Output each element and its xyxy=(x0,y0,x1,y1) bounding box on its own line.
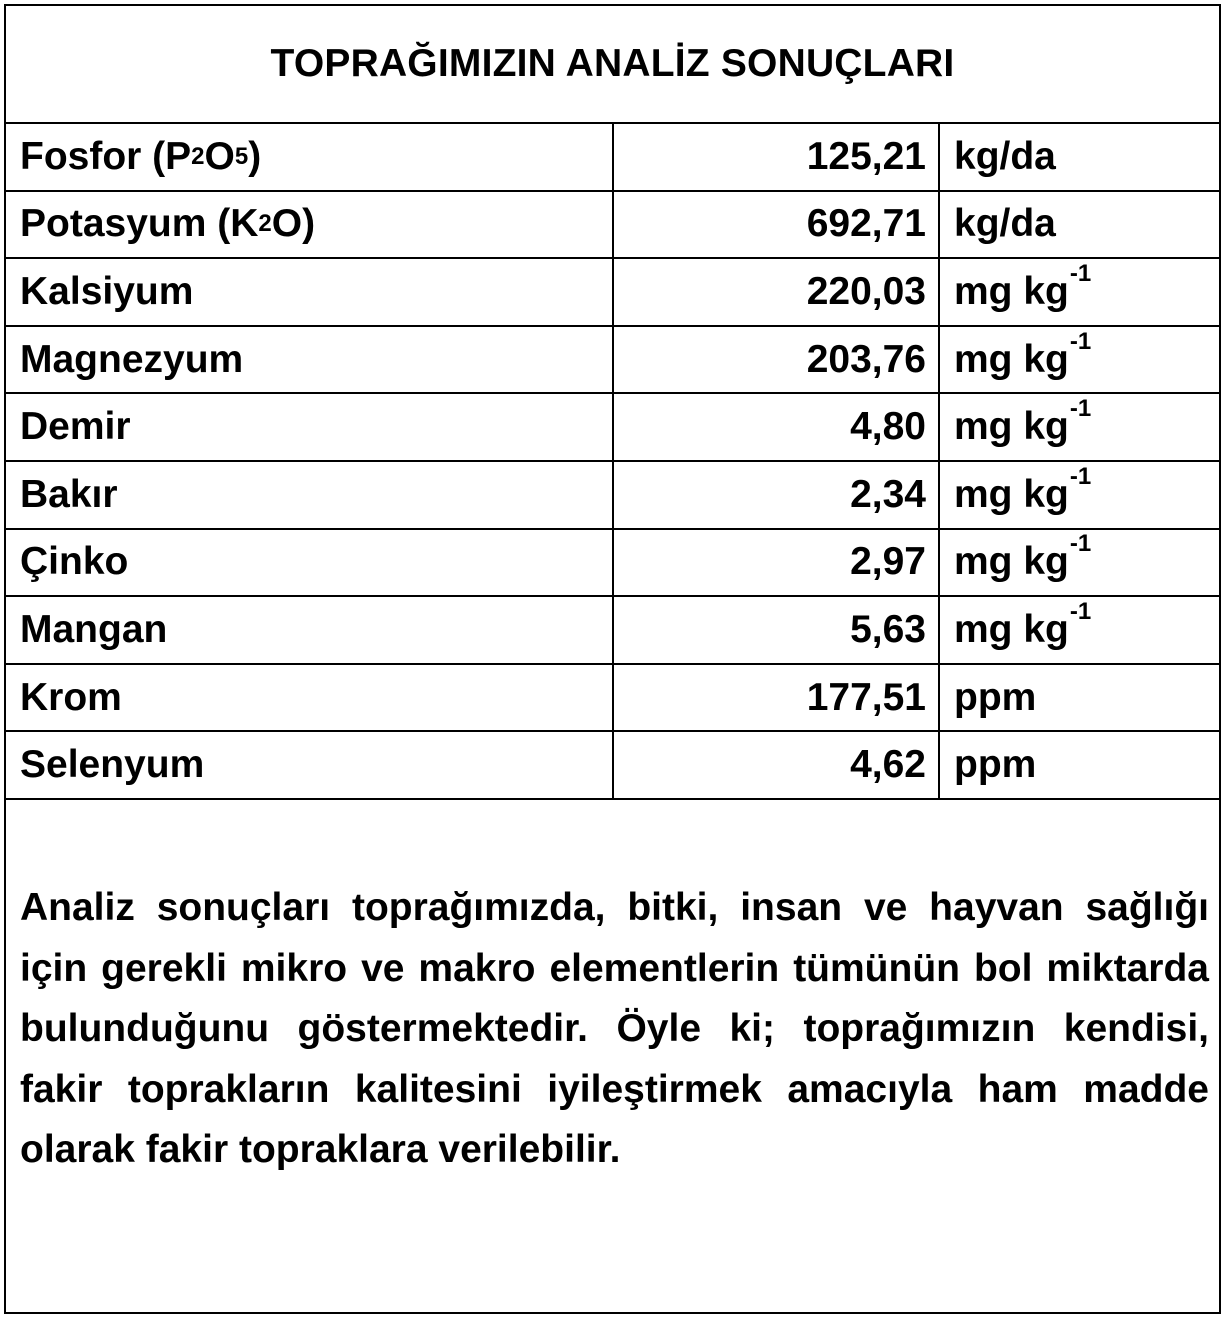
element-unit xyxy=(940,732,1219,798)
unit-text: mg kg xyxy=(954,472,1069,516)
element-name: Magnezyum xyxy=(6,327,614,393)
unit-text: kg/da xyxy=(954,134,1056,178)
element-unit xyxy=(940,124,1219,190)
table-row xyxy=(6,462,1219,530)
analysis-table xyxy=(6,124,1219,800)
table-row xyxy=(6,124,1219,192)
element-name: Krom xyxy=(6,665,614,731)
table-row xyxy=(6,394,1219,462)
element-value: 203,76 xyxy=(614,327,940,393)
table-row xyxy=(6,597,1219,665)
element-value: 125,21 xyxy=(614,124,940,190)
element-value: 177,51 xyxy=(614,665,940,731)
unit-text: ppm xyxy=(954,743,1037,787)
element-value: 692,71 xyxy=(614,192,940,258)
table-row xyxy=(6,327,1219,395)
page-title: TOPRAĞIMIZIN ANALİZ SONUÇLARI xyxy=(6,6,1219,124)
element-value: 4,62 xyxy=(614,732,940,798)
element-name: Selenyum xyxy=(6,732,614,798)
element-name-text: O) xyxy=(271,202,316,246)
element-unit xyxy=(940,462,1219,528)
element-name: Demir xyxy=(6,394,614,460)
element-value: 2,34 xyxy=(614,462,940,528)
element-unit xyxy=(940,530,1219,596)
element-name: Fosfor (P 2 O 5 ) xyxy=(6,124,614,190)
table-row xyxy=(6,530,1219,598)
element-name-text: Fosfor (P xyxy=(20,134,192,178)
unit-exponent: -1 xyxy=(1069,597,1092,625)
table-row xyxy=(6,259,1219,327)
unit-text: kg/da xyxy=(954,202,1056,246)
table-row xyxy=(6,192,1219,260)
table-row xyxy=(6,665,1219,733)
element-value: 4,80 xyxy=(614,394,940,460)
unit-exponent: -1 xyxy=(1069,462,1092,490)
unit-exponent: -1 xyxy=(1069,259,1092,287)
document-frame xyxy=(4,4,1221,1314)
element-name: Bakır xyxy=(6,462,614,528)
element-name: Çinko xyxy=(6,530,614,596)
element-value: 2,97 xyxy=(614,530,940,596)
unit-exponent: -1 xyxy=(1069,327,1092,355)
element-unit xyxy=(940,394,1219,460)
element-name-text: O xyxy=(204,134,235,178)
unit-exponent: -1 xyxy=(1069,395,1092,423)
unit-exponent: -1 xyxy=(1069,530,1092,558)
element-value: 220,03 xyxy=(614,259,940,325)
element-unit xyxy=(940,665,1219,731)
unit-text: mg kg xyxy=(954,337,1069,381)
element-unit xyxy=(940,259,1219,325)
unit-text: mg kg xyxy=(954,269,1069,313)
element-name: Mangan xyxy=(6,597,614,663)
unit-text: ppm xyxy=(954,675,1037,719)
element-unit xyxy=(940,327,1219,393)
unit-text: mg kg xyxy=(954,607,1069,651)
element-name: Kalsiyum xyxy=(6,259,614,325)
unit-text: mg kg xyxy=(954,405,1069,449)
element-unit xyxy=(940,192,1219,258)
conclusion-paragraph: Analiz sonuçları toprağımızda, bitki, insan ve hayvan sağlığı için gerekli mikro ve makro elementlerin tümünün bol miktarda bulunduğunu göstermektedir. Öyle ki; toprağımızın kendisi, fakir toprakların kalitesini iyileştirmek amacıyla ham madde olarak fakir topraklara verilebilir. xyxy=(20,886,1209,1171)
element-value: 5,63 xyxy=(614,597,940,663)
element-name-text: Potasyum (K xyxy=(20,202,259,246)
element-unit xyxy=(940,597,1219,663)
unit-text: mg kg xyxy=(954,540,1069,584)
element-name: Potasyum (K 2 O) xyxy=(6,192,614,258)
table-row xyxy=(6,732,1219,800)
element-name-text: ) xyxy=(248,134,262,178)
